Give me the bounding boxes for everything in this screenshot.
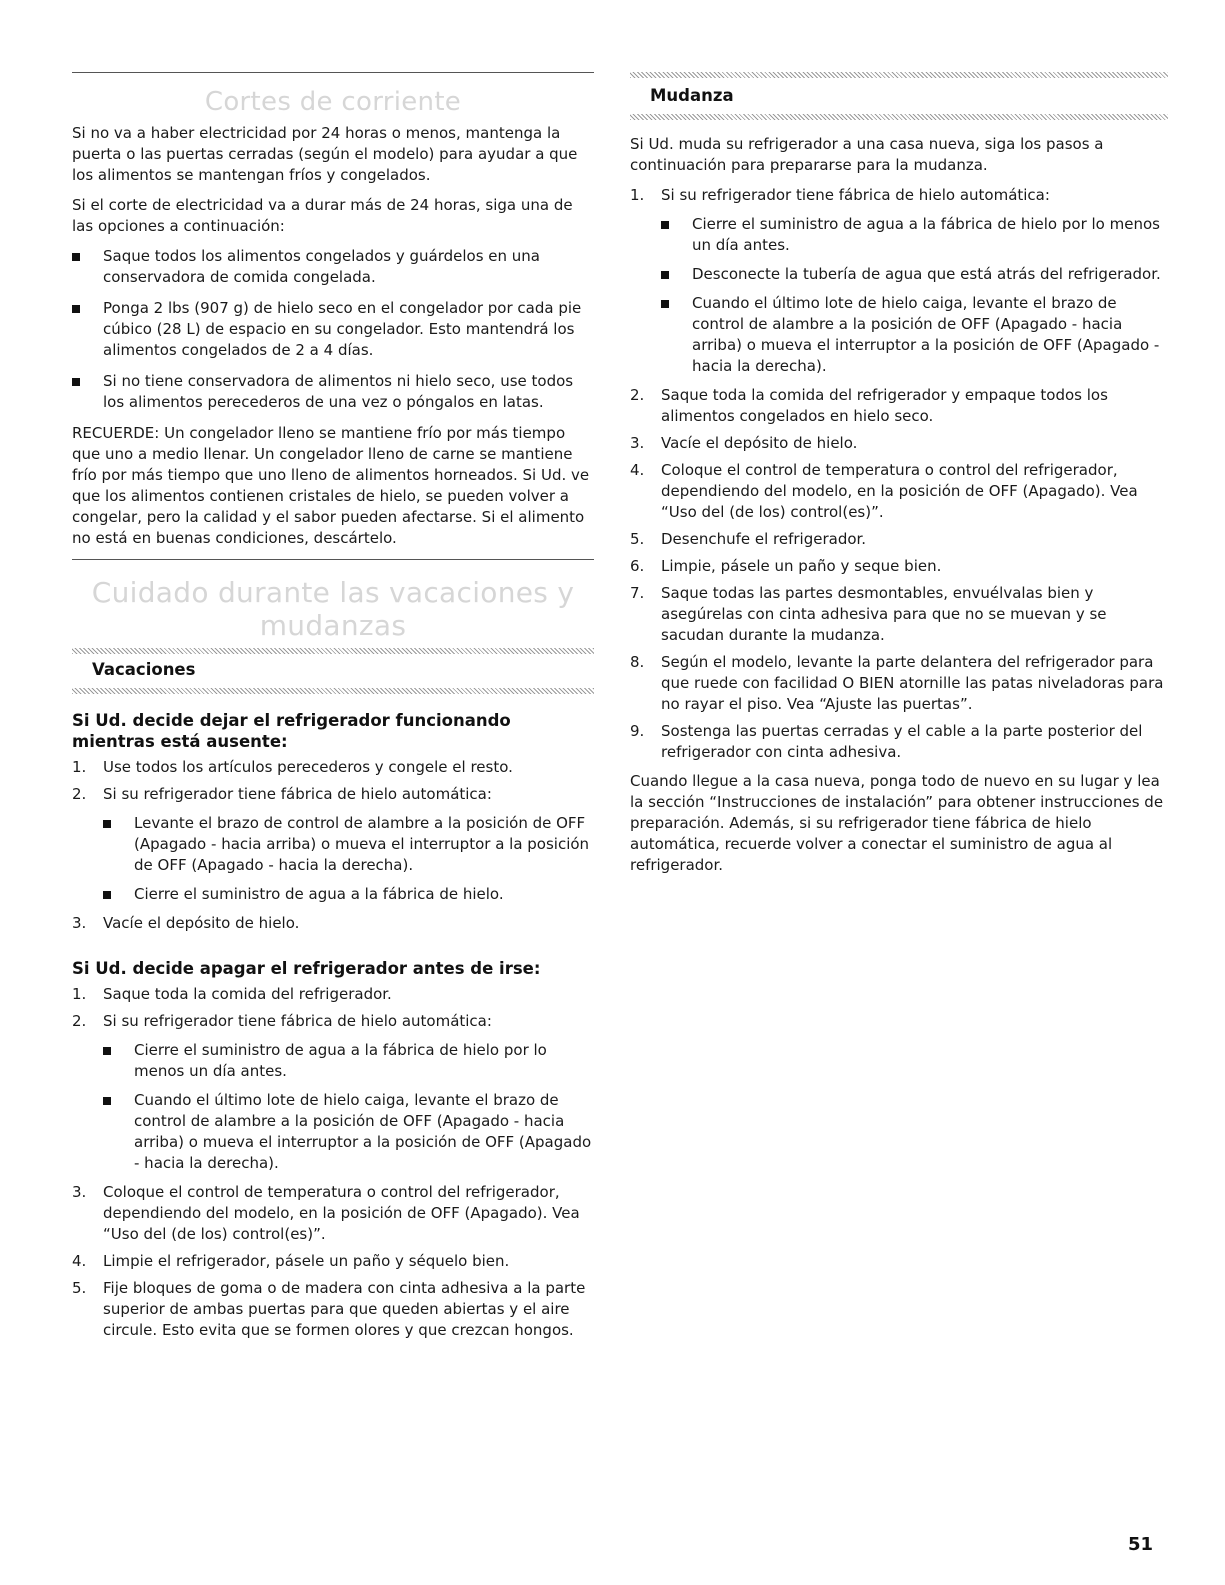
list-item (72, 298, 594, 361)
list-item-text: Levante el brazo de control de alambre a la posición de OFF (Apagado - hacia arriba) o mueva el interruptor a la posición de OFF (Apagado - hacia la derecha). (134, 814, 590, 874)
step-item (72, 1278, 594, 1341)
step-text: Si su refrigerador tiene fábrica de hielo automática: (103, 1012, 492, 1030)
step-number: 1. (630, 186, 645, 204)
square-bullet-icon (72, 305, 80, 313)
remember-note: RECUERDE: Un congelador lleno se mantiene frío por más tiempo que uno a medio llenar. Un congelador lleno de carne se mantiene frío por más tiempo que uno lleno de alimentos horneados. Si Ud. ve que los alimentos contienen cristales de hielo, se pueden volver a congelar, pero la calidad y el sabor pueden afectarse. Si el alimento no está en buenas condiciones, descártelo. (72, 424, 590, 547)
step-item (630, 460, 1168, 523)
step-item (630, 185, 1168, 377)
power-paragraph: Si no va a haber electricidad por 24 horas o menos, mantenga la puerta o las puertas cerradas (según el modelo) para ayudar a que los alimentos se mantengan fríos y congelados. (72, 124, 578, 184)
step-text: Según el modelo, levante la parte delantera del refrigerador para que ruede con facilidad O BIEN atornille las patas niveladoras para no rayar el piso. Vea “Ajuste las puertas”. (661, 653, 1164, 713)
section-rule (72, 72, 594, 73)
list-item-text: Desconecte la tubería de agua que está atrás del refrigerador. (692, 265, 1161, 283)
hatch-divider (630, 114, 1168, 120)
step-number: 3. (630, 434, 645, 452)
list-item (103, 1090, 594, 1174)
step-text: Saque todas las partes desmontables, envuélvalas bien y asegúrelas con cinta adhesiva para que no se muevan y se sacudan durante la mudanza. (661, 584, 1107, 644)
section-rule (72, 559, 594, 560)
step-number: 7. (630, 584, 645, 602)
step-number: 1. (72, 985, 87, 1003)
moving-steps (630, 185, 1168, 763)
step-item (72, 913, 594, 934)
power-options-list (72, 246, 594, 413)
list-item (661, 214, 1168, 256)
leave-running-heading (72, 710, 594, 752)
step-number: 2. (72, 785, 87, 803)
step-text: Sostenga las puertas cerradas y el cable a la parte posterior del refrigerador con cinta adhesiva. (661, 722, 1143, 761)
step-text: Si su refrigerador tiene fábrica de hielo automática: (661, 186, 1050, 204)
square-bullet-icon (661, 271, 669, 279)
list-item (103, 1040, 594, 1082)
list-item (72, 371, 594, 413)
step-text: Use todos los artículos perecederos y congele el resto. (103, 758, 513, 776)
power-outage-heading: Cortes de corriente (204, 87, 462, 117)
step-number: 2. (630, 386, 645, 404)
list-item-text: Cuando el último lote de hielo caiga, levante el brazo de control de alambre a la posición de OFF (Apagado - hacia arriba) o mueva el interruptor a la posición de OFF (Apagado - hacia la derecha). (692, 294, 1160, 375)
step-item (72, 1251, 594, 1272)
step-text: Coloque el control de temperatura o control del refrigerador, dependiendo del modelo, en la posición de OFF (Apagado). Vea “Uso del (de los) control(es)”. (661, 461, 1138, 521)
step-number: 9. (630, 722, 645, 740)
list-item-text: Ponga 2 lbs (907 g) de hielo seco en el congelador por cada pie cúbico (28 L) de espacio en su congelador. Esto mantendrá los alimentos congelados de 2 a 4 días. (103, 299, 582, 359)
step-item (72, 757, 594, 778)
moving-subheading: Mudanza (650, 86, 734, 105)
list-item (72, 246, 594, 288)
square-bullet-icon (103, 1047, 111, 1055)
step-item (630, 556, 1168, 577)
hatch-divider (72, 648, 594, 654)
step-number: 5. (630, 530, 645, 548)
step-number: 4. (630, 461, 645, 479)
turn-off-steps (72, 984, 594, 1341)
square-bullet-icon (103, 1097, 111, 1105)
step-number: 8. (630, 653, 645, 671)
hatch-divider (72, 688, 594, 694)
step-item (630, 652, 1168, 715)
step-item (72, 984, 594, 1005)
step-number: 3. (72, 914, 87, 932)
right-column (630, 72, 1168, 885)
list-item (103, 884, 594, 905)
list-item-text: Cierre el suministro de agua a la fábrica de hielo por lo menos un día antes. (692, 215, 1160, 254)
step-text: Vacíe el depósito de hielo. (103, 914, 300, 932)
step-number: 2. (72, 1012, 87, 1030)
step-text: Limpie el refrigerador, pásele un paño y séquelo bien. (103, 1252, 510, 1270)
list-item (661, 264, 1168, 285)
leave-running-steps (72, 757, 594, 934)
list-item-text: Cierre el suministro de agua a la fábrica de hielo. (134, 885, 504, 903)
square-bullet-icon (72, 378, 80, 386)
step-text: Coloque el control de temperatura o control del refrigerador, dependiendo del modelo, en la posición de OFF (Apagado). Vea “Uso del (de los) control(es)”. (103, 1183, 580, 1243)
step-item (72, 1011, 594, 1174)
step-text: Vacíe el depósito de hielo. (661, 434, 858, 452)
step-number: 6. (630, 557, 645, 575)
step-text: Saque toda la comida del refrigerador. (103, 985, 392, 1003)
list-item-text: Si no tiene conservadora de alimentos ni hielo seco, use todos los alimentos perecederos de una vez o póngalos en latas. (103, 372, 574, 411)
step-text: Saque toda la comida del refrigerador y empaque todos los alimentos congelados en hielo seco. (661, 386, 1108, 425)
heading-line: Si Ud. decide dejar el refrigerador funcionando (72, 711, 511, 730)
list-item (103, 813, 594, 876)
step-item (630, 583, 1168, 646)
step-item (630, 721, 1168, 763)
square-bullet-icon (72, 253, 80, 261)
step-text: Limpie, pásele un paño y seque bien. (661, 557, 942, 575)
list-item (661, 293, 1168, 377)
list-item-text: Saque todos los alimentos congelados y guárdelos en una conservadora de comida congelada. (103, 247, 540, 286)
sub-bullets (103, 1040, 594, 1174)
page-number: 51 (1127, 1534, 1153, 1555)
step-item (72, 1182, 594, 1245)
step-number: 5. (72, 1279, 87, 1297)
heading-line: mientras está ausente: (72, 732, 288, 751)
step-number: 4. (72, 1252, 87, 1270)
moving-outro: Cuando llegue a la casa nueva, ponga todo de nuevo en su lugar y lea la sección “Instrucciones de instalación” para obtener instrucciones de preparación. Además, si su refrigerador tiene fábrica de hielo automática, recuerde volver a conectar el suministro de agua al refrigerador. (630, 772, 1164, 874)
step-number: 3. (72, 1183, 87, 1201)
sub-bullets (661, 214, 1168, 377)
square-bullet-icon (661, 221, 669, 229)
square-bullet-icon (103, 891, 111, 899)
hatch-divider (630, 72, 1168, 78)
step-item (630, 433, 1168, 454)
square-bullet-icon (103, 820, 111, 828)
step-item (630, 529, 1168, 550)
list-item-text: Cuando el último lote de hielo caiga, levante el brazo de control de alambre a la posición de OFF (Apagado - hacia arriba) o mueva el interruptor a la posición de OFF (Apagado - hacia la derecha). (134, 1091, 592, 1172)
sub-bullets (103, 813, 594, 905)
step-item (630, 385, 1168, 427)
square-bullet-icon (661, 300, 669, 308)
turn-off-heading: Si Ud. decide apagar el refrigerador antes de irse: (72, 959, 541, 978)
step-text: Fije bloques de goma o de madera con cinta adhesiva a la parte superior de ambas puertas para que queden abiertas y el aire circule. Esto evita que se formen olores y que crezcan hongos. (103, 1279, 586, 1339)
vacation-moving-heading: Cuidado durante las vacaciones y mudanzas (91, 576, 575, 642)
step-item (72, 784, 594, 905)
left-column (72, 72, 594, 1349)
vacation-subheading: Vacaciones (92, 660, 196, 679)
step-text: Desenchufe el refrigerador. (661, 530, 867, 548)
step-number: 1. (72, 758, 87, 776)
step-text: Si su refrigerador tiene fábrica de hielo automática: (103, 785, 492, 803)
moving-intro: Si Ud. muda su refrigerador a una casa nueva, siga los pasos a continuación para prepararse para la mudanza. (630, 135, 1104, 174)
power-paragraph: Si el corte de electricidad va a durar más de 24 horas, siga una de las opciones a continuación: (72, 196, 573, 235)
list-item-text: Cierre el suministro de agua a la fábrica de hielo por lo menos un día antes. (134, 1041, 547, 1080)
